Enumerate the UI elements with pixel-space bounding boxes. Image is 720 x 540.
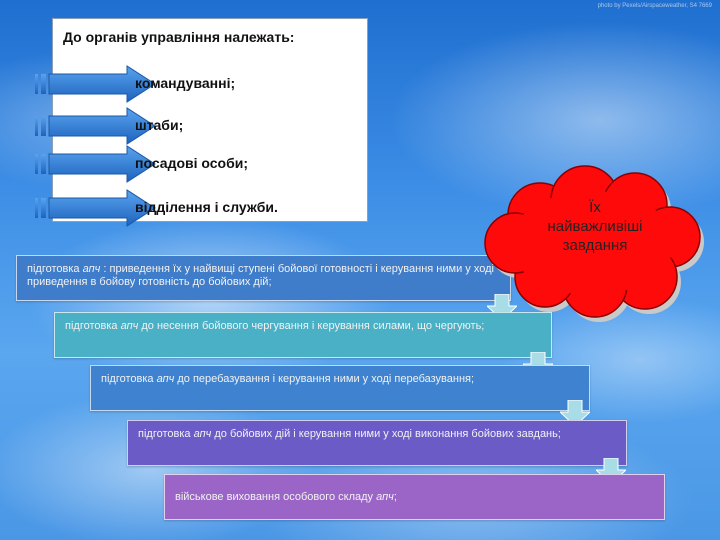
organs-title: До органів управління належать:	[63, 29, 295, 45]
task-step-1	[16, 255, 511, 301]
step-abbr: апч	[193, 428, 212, 440]
step-abbr: апч	[120, 320, 139, 332]
organs-item-label: посадові особи;	[135, 155, 249, 171]
step-text: підготовка	[101, 373, 157, 385]
organs-item-label: командуванні;	[135, 75, 236, 91]
organs-item	[53, 189, 367, 227]
cloud-line: Їх	[589, 199, 601, 216]
organs-item	[53, 145, 367, 183]
step-abbr: апч	[156, 373, 175, 385]
organs-box	[52, 18, 368, 222]
task-step-5	[164, 474, 665, 520]
step-text: підготовка	[65, 320, 121, 332]
cloud-text	[540, 198, 650, 255]
step-text: : приведення їх у найвищі ступені бойової готовності і керування ними у ході приведення в бойову готовність до бойових дій;	[27, 263, 494, 288]
step-text: до перебазування і керування ними у ході перебазування;	[174, 373, 475, 385]
cloud-line: завдання	[562, 237, 628, 254]
step-abbr: апч	[376, 491, 394, 503]
step-text: підготовка	[138, 428, 194, 440]
step-text: підготовка	[27, 263, 83, 275]
cloud-line: найважливіші	[547, 218, 643, 235]
step-text: військове виховання особового складу	[175, 491, 377, 503]
task-step-4	[127, 420, 627, 466]
step-abbr: апч	[82, 263, 101, 275]
task-step-3	[90, 365, 590, 411]
step-text: до бойових дій і керування ними у ході виконання бойових завдань;	[211, 428, 561, 440]
organs-item	[53, 65, 367, 103]
organs-item	[53, 107, 367, 145]
watermark: photo by Pexels/Airspaceweather, S4 7669	[597, 3, 712, 9]
organs-item-label: штаби;	[135, 117, 184, 133]
step-text: до несення бойового чергування і керування силами, що чергують;	[138, 320, 485, 332]
step-text: ;	[393, 491, 397, 503]
organs-item-label: відділення і служби.	[135, 199, 278, 215]
task-step-2	[54, 312, 552, 358]
